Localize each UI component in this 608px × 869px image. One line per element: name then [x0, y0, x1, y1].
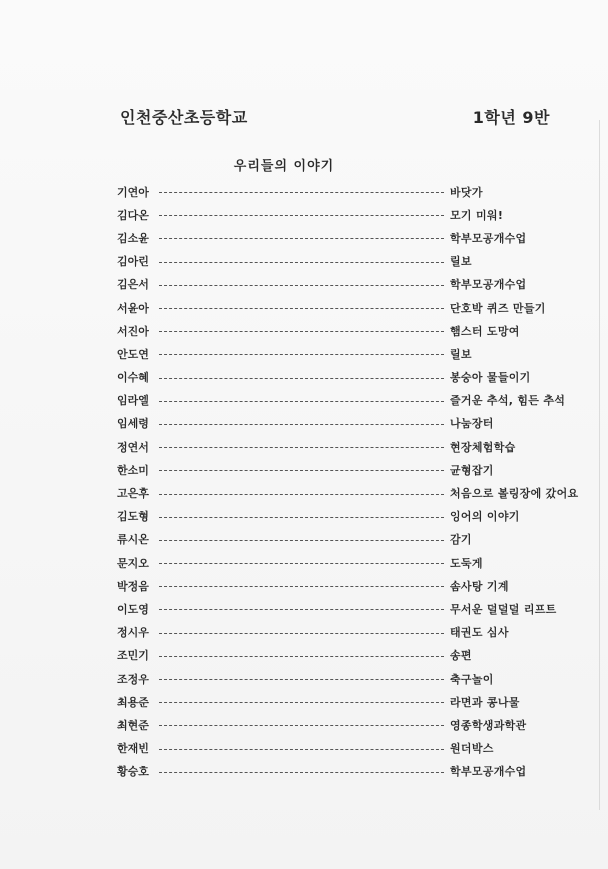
story-topic: 바닷가 [450, 185, 483, 199]
dashed-leader [159, 586, 444, 587]
list-item [117, 574, 587, 597]
list-item [117, 667, 587, 690]
dashed-leader [159, 470, 444, 471]
story-topic: 송편 [450, 649, 472, 663]
dashed-leader [159, 517, 444, 518]
list-item [117, 296, 587, 319]
story-topic: 태권도 심사 [450, 626, 509, 640]
list-item [117, 180, 587, 203]
dashed-leader [159, 262, 444, 263]
student-name: 안도연 [117, 347, 149, 361]
student-name: 한재빈 [117, 742, 149, 756]
list-item [117, 412, 587, 435]
list-item [117, 551, 587, 574]
dashed-leader [159, 702, 444, 703]
dashed-leader [159, 540, 444, 541]
dashed-leader [159, 609, 444, 610]
story-topic: 단호박 퀴즈 만들기 [450, 301, 546, 315]
student-name: 조정우 [117, 672, 149, 686]
list-item [117, 690, 587, 713]
list-item [117, 528, 587, 551]
class-name: 1학년 9반 [472, 107, 550, 127]
story-topic: 원더박스 [450, 742, 494, 756]
document-header [120, 104, 550, 128]
list-item [117, 644, 587, 667]
list-item [117, 203, 587, 226]
student-name: 박정음 [117, 579, 149, 593]
page-edge-line [599, 120, 600, 810]
list-item [117, 319, 587, 342]
student-name: 한소미 [117, 463, 149, 477]
student-name: 최현준 [117, 718, 149, 732]
student-name: 김소윤 [117, 231, 149, 245]
story-topic: 처음으로 볼링장에 갔어요 [450, 487, 579, 501]
student-name: 서진아 [117, 324, 149, 338]
dashed-leader [159, 378, 444, 379]
student-name: 황승호 [117, 765, 149, 779]
dashed-leader [159, 331, 444, 332]
dashed-leader [159, 447, 444, 448]
dashed-leader [159, 424, 444, 425]
student-name: 김다온 [117, 208, 149, 222]
list-item [117, 389, 587, 412]
dashed-leader [159, 285, 444, 286]
story-topic: 솜사탕 기계 [450, 579, 509, 593]
student-name: 기연아 [117, 185, 149, 199]
student-name: 임라엘 [117, 394, 149, 408]
student-name: 김도형 [117, 510, 149, 524]
list-item [117, 273, 587, 296]
student-name: 정연서 [117, 440, 149, 454]
story-topic: 도둑게 [450, 556, 483, 570]
student-name: 임세령 [117, 417, 149, 431]
student-name: 김아린 [117, 255, 149, 269]
dashed-leader [159, 749, 444, 750]
list-item [117, 481, 587, 504]
story-topic: 릴보 [450, 255, 472, 269]
story-topic: 봉숭아 물들이기 [450, 371, 531, 385]
list-item [117, 250, 587, 273]
list-item [117, 597, 587, 620]
list-item [117, 226, 587, 249]
student-name: 문지오 [117, 556, 149, 570]
story-topic: 학부모공개수업 [450, 765, 527, 779]
list-item [117, 342, 587, 365]
story-topic: 나눔장터 [450, 417, 494, 431]
dashed-leader [159, 215, 444, 216]
student-name: 고은후 [117, 487, 149, 501]
dashed-leader [159, 192, 444, 193]
story-topic: 즐거운 추석, 힘든 추석 [450, 394, 566, 408]
list-item [117, 366, 587, 389]
story-list [117, 180, 587, 783]
student-name: 서윤아 [117, 301, 149, 315]
story-topic: 축구놀이 [450, 672, 494, 686]
story-topic: 라면과 콩나물 [450, 695, 520, 709]
story-topic: 학부모공개수업 [450, 231, 527, 245]
story-topic: 감기 [450, 533, 472, 547]
story-topic: 학부모공개수업 [450, 278, 527, 292]
list-item [117, 737, 587, 760]
list-item [117, 505, 587, 528]
student-name: 김은서 [117, 278, 149, 292]
dashed-leader [159, 679, 444, 680]
story-topic: 잉어의 이야기 [450, 510, 520, 524]
dashed-leader [159, 633, 444, 634]
dashed-leader [159, 725, 444, 726]
story-topic: 햄스터 도망여 [450, 324, 520, 338]
story-topic: 영종학생과학관 [450, 718, 527, 732]
list-item [117, 621, 587, 644]
list-item [117, 458, 587, 481]
story-topic: 무서운 덜덜덜 리프트 [450, 602, 557, 616]
story-topic: 현장체험학습 [450, 440, 516, 454]
dashed-leader [159, 772, 444, 773]
dashed-leader [159, 308, 444, 309]
list-item [117, 435, 587, 458]
story-topic: 균형잡기 [450, 463, 494, 477]
student-name: 이수혜 [117, 371, 149, 385]
student-name: 이도영 [117, 602, 149, 616]
student-name: 류시온 [117, 533, 149, 547]
story-topic: 릴보 [450, 347, 472, 361]
title-text: 우리들의 이야기 [233, 159, 335, 174]
list-item [117, 760, 587, 783]
dashed-leader [159, 238, 444, 239]
student-name: 정시우 [117, 626, 149, 640]
student-name: 조민기 [117, 649, 149, 663]
dashed-leader [159, 563, 444, 564]
student-name: 최용준 [117, 695, 149, 709]
school-name: 인천중산초등학교 [120, 107, 248, 127]
dashed-leader [159, 494, 444, 495]
document-title [0, 155, 608, 174]
dashed-leader [159, 354, 444, 355]
dashed-leader [159, 656, 444, 657]
dashed-leader [159, 401, 444, 402]
list-item [117, 713, 587, 736]
story-topic: 모기 미워! [450, 208, 504, 222]
